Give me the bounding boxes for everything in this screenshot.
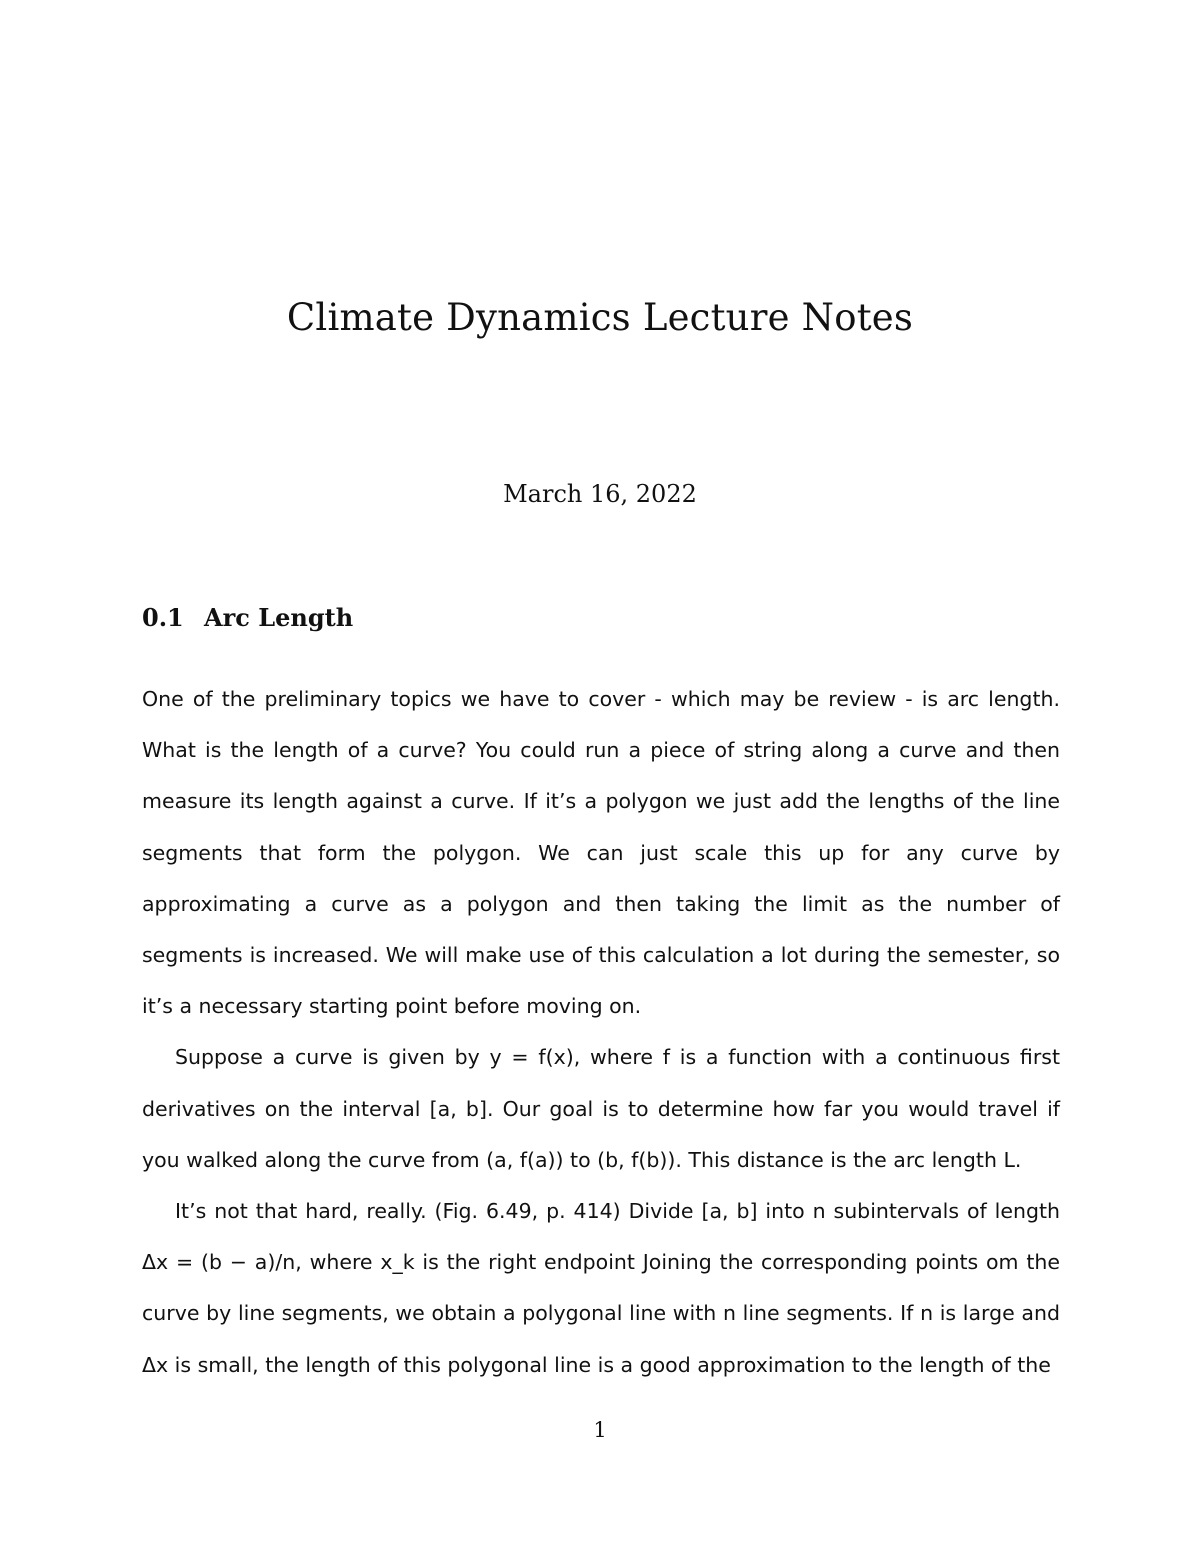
section-number: 0.1 bbox=[142, 603, 184, 632]
section-title: Arc Length bbox=[204, 603, 354, 632]
section-heading bbox=[142, 603, 353, 632]
section-body bbox=[142, 674, 1060, 1391]
paragraph-approximation: It’s not that hard, really. (Fig. 6.49, p. 414) Divide [a, b] into n subintervals of length Δx = (b − a)/n, where x_k is the right endpoint Joining the corresponding points om the curve by line segments, we obtain a polygonal line with n line segments. If n is large and Δx is small, the length of this polygonal line is a good approximation to the length of the bbox=[142, 1199, 1060, 1377]
paragraph-definition: Suppose a curve is given by y = f(x), where f is a function with a continuous first derivatives on the interval [a, b]. Our goal is to determine how far you would travel if you walked along the curve from (a, f(a)) to (b, f(b)). This distance is the arc length L. bbox=[142, 1045, 1060, 1172]
page-number: 1 bbox=[593, 1418, 607, 1442]
paragraph-intro: One of the preliminary topics we have to cover - which may be review - is arc length. What is the length of a curve? You could run a piece of string along a curve and then measure its length against a curve. If it’s a polygon we just add the lengths of the line segments that form the polygon. We can just scale this up for any curve by approximating a curve as a polygon and then taking the limit as the number of segments is increased. We will make use of this calculation a lot during the semester, so it’s a necessary starting point before moving on. bbox=[142, 687, 1060, 1019]
document-date: March 16, 2022 bbox=[503, 480, 697, 508]
document-title: Climate Dynamics Lecture Notes bbox=[286, 296, 914, 339]
